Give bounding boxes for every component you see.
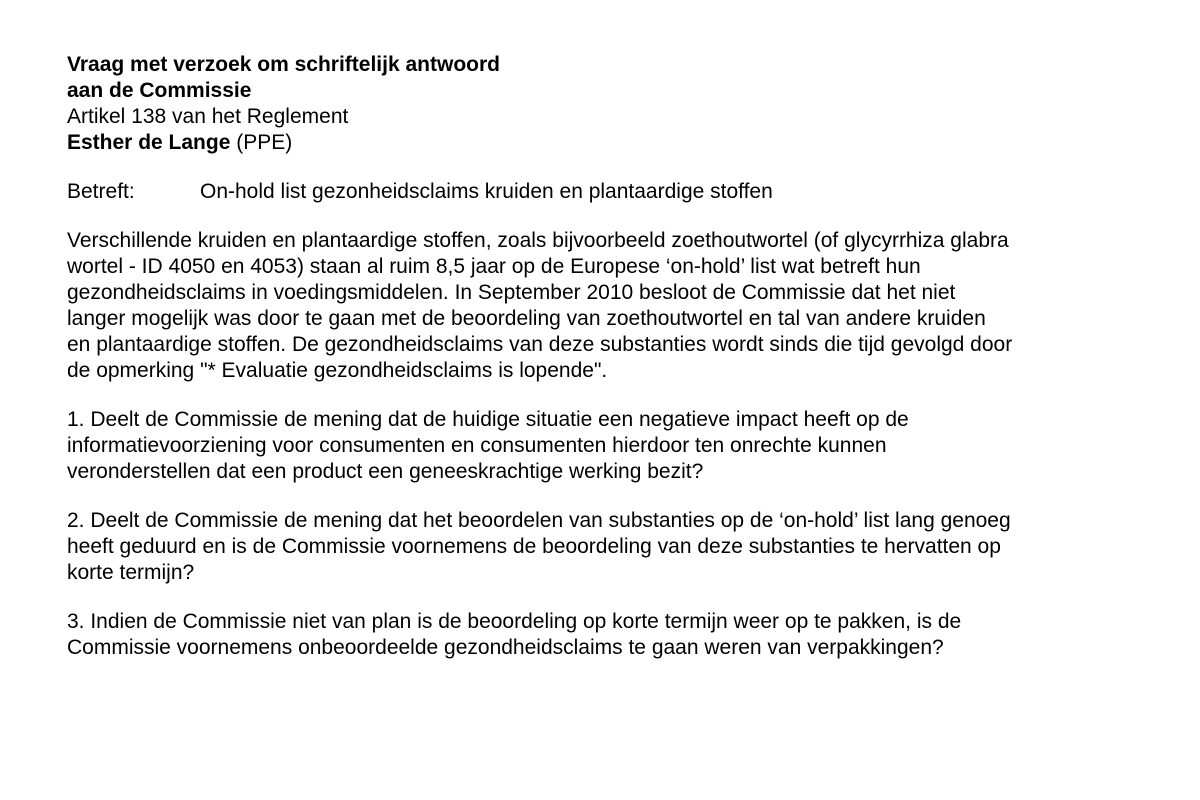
header-article: Artikel 138 van het Reglement bbox=[67, 105, 349, 128]
question-line: heeft geduurd en is de Commissie voornemens de beoordeling van deze substanties te hervatten op bbox=[67, 535, 1001, 558]
question-line: Commissie voornemens onbeoordeelde gezondheidsclaims te gaan weren van verpakkingen? bbox=[67, 636, 944, 659]
author-party: (PPE) bbox=[230, 131, 293, 154]
intro-paragraph bbox=[67, 228, 1167, 384]
subject-label: Betreft: bbox=[67, 180, 135, 203]
document-header bbox=[67, 52, 1167, 156]
intro-line: gezondheidsclaims in voedingsmiddelen. In September 2010 besloot de Commissie dat het niet bbox=[67, 281, 956, 304]
intro-line: de opmerking "* Evaluatie gezondheidsclaims is lopende". bbox=[67, 359, 608, 382]
header-title-line-2: aan de Commissie bbox=[67, 79, 252, 102]
intro-line: Verschillende kruiden en plantaardige stoffen, zoals bijvoorbeeld zoethoutwortel (of glycyrrhiza glabra bbox=[67, 229, 1009, 252]
question-line: 1. Deelt de Commissie de mening dat de huidige situatie een negatieve impact heeft op de bbox=[67, 408, 909, 431]
question-line: 2. Deelt de Commissie de mening dat het beoordelen van substanties op de ‘on-hold’ list lang genoeg bbox=[67, 509, 1011, 532]
intro-line: wortel - ID 4050 en 4053) staan al ruim 8,5 jaar op de Europese ‘on-hold’ list wat betreft hun bbox=[67, 255, 921, 278]
question-line: 3. Indien de Commissie niet van plan is de beoordeling op korte termijn weer op te pakken, is de bbox=[67, 610, 962, 633]
subject-row bbox=[67, 179, 1167, 205]
intro-line: en plantaardige stoffen. De gezondheidsclaims van deze substanties wordt sinds die tijd gevolgd door bbox=[67, 333, 1013, 356]
question-line: veronderstellen dat een product een geneeskrachtige werking bezit? bbox=[67, 460, 704, 483]
subject-text: On-hold list gezonheidsclaims kruiden en plantaardige stoffen bbox=[200, 180, 773, 203]
question-line: korte termijn? bbox=[67, 561, 195, 584]
question-2 bbox=[67, 508, 1167, 586]
author-name: Esther de Lange bbox=[67, 131, 231, 154]
question-line: informatievoorziening voor consumenten en consumenten hierdoor ten onrechte kunnen bbox=[67, 434, 887, 457]
question-3 bbox=[67, 609, 1167, 661]
header-author bbox=[67, 130, 1167, 156]
intro-line: langer mogelijk was door te gaan met de beoordeling van zoethoutwortel en tal van andere kruiden bbox=[67, 307, 986, 330]
document-page bbox=[67, 52, 1167, 661]
question-1 bbox=[67, 407, 1167, 485]
header-title-line-1: Vraag met verzoek om schriftelijk antwoord bbox=[67, 53, 500, 76]
